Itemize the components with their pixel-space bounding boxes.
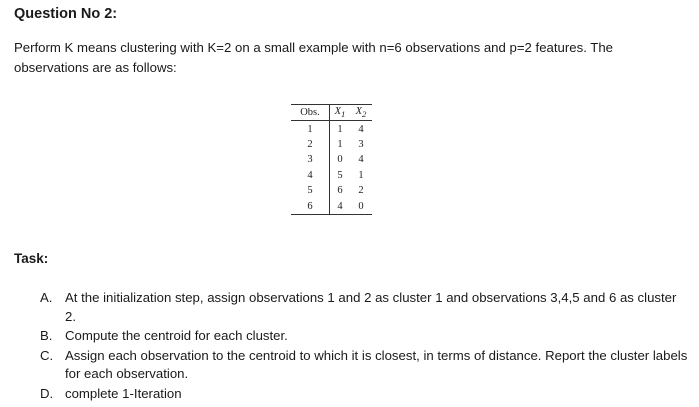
x1-cell: 1: [337, 138, 343, 150]
obs-cell: 4: [291, 168, 330, 183]
task-label: Task:: [14, 251, 49, 266]
table-row: [291, 137, 372, 152]
table-row: [291, 198, 372, 214]
obs-cell: 6: [291, 198, 330, 214]
task-list: [40, 289, 690, 404]
x1-cell: 1: [337, 123, 343, 135]
x1-cell: 5: [337, 169, 343, 181]
task-item-letter: B.: [40, 328, 53, 343]
x2-cell: 4: [358, 154, 364, 166]
table-row: [291, 168, 372, 183]
table-row: [291, 121, 372, 137]
table-row: [291, 152, 372, 167]
x2-cell: 4: [358, 123, 364, 135]
x1-cell: 4: [330, 198, 351, 214]
x2-header-subscript: 2: [362, 109, 367, 120]
obs-cell: 3: [291, 152, 330, 167]
task-item-letter: D.: [40, 385, 54, 401]
task-item-letter: A.: [40, 290, 53, 305]
task-item-text: Assign each observation to the centroid to which it is closest, in terms of distance. Report the cluster labels for each observation.: [65, 347, 688, 381]
task-item-text: At the initialization step, assign observations 1 and 2 as cluster 1 and observations 3,4,5 and 6 as cluster 2.: [65, 290, 677, 324]
obs-cell: 2: [291, 137, 330, 152]
task-item: [40, 347, 690, 384]
x1-cell: 6: [337, 185, 343, 197]
x2-header-text: X: [355, 106, 363, 118]
task-item-text: Compute the centroid for each cluster.: [65, 328, 288, 343]
observations-table: [291, 104, 372, 215]
table-row: [291, 183, 372, 198]
x1-column-header: [330, 105, 351, 121]
obs-column-header: Obs.: [291, 105, 330, 121]
x2-cell: 1: [358, 169, 364, 181]
obs-cell: 5: [291, 183, 330, 198]
question-intro: Perform K means clustering with K=2 on a small example with n=6 observations and p=2 features. The observations are as follows:: [14, 40, 614, 75]
question-heading: Question No 2:: [14, 6, 118, 22]
x2-cell: 0: [350, 198, 372, 214]
task-item: [40, 289, 690, 326]
table-header-row: [291, 105, 372, 121]
obs-cell: 1: [291, 121, 330, 137]
task-item-text: complete 1-Iteration: [65, 385, 182, 401]
x1-cell: 0: [337, 154, 343, 166]
task-item-letter: C.: [40, 347, 54, 363]
task-item: [40, 385, 690, 404]
x1-header-text: X: [334, 106, 342, 118]
x2-cell: 3: [358, 138, 364, 150]
x2-cell: 2: [358, 185, 364, 197]
x1-header-subscript: 1: [341, 109, 346, 120]
task-item: [40, 327, 690, 346]
x2-column-header: [350, 105, 372, 121]
